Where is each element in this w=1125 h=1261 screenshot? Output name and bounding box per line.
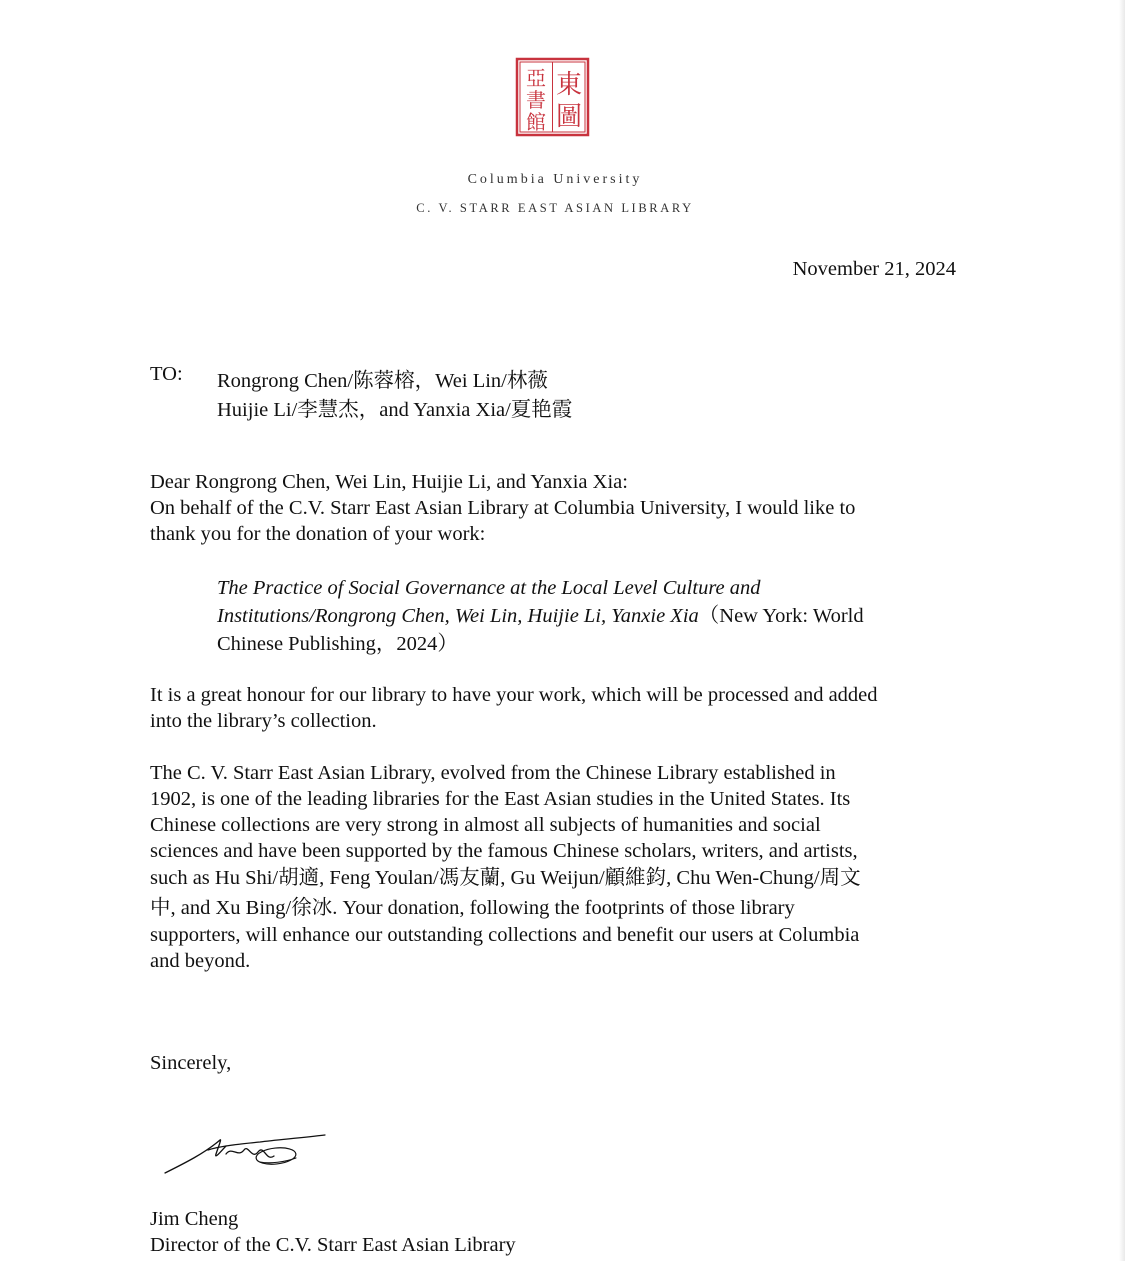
svg-text:館: 館	[526, 110, 546, 134]
closing: Sincerely,	[150, 1052, 232, 1074]
paragraph-line: 1902, is one of the leading libraries for the East Asian studies in the United States. Its	[150, 788, 851, 810]
svg-text:書: 書	[526, 88, 546, 112]
paragraph-line: 中, and Xu Bing/徐冰. Your donation, following the footprints of those library	[150, 897, 795, 919]
svg-text:亞: 亞	[526, 66, 546, 90]
citation-line	[217, 602, 864, 630]
paragraph-line: It is a great honour for our library to have your work, which will be processed and added	[150, 684, 878, 706]
paragraph-line: into the library’s collection.	[150, 710, 377, 732]
citation-line	[217, 630, 864, 658]
paragraph-line: The C. V. Starr East Asian Library, evolved from the Chinese Library established in	[150, 762, 836, 784]
to-label: TO:	[150, 363, 183, 385]
handwritten-signature	[160, 1128, 335, 1178]
paragraph-line: Chinese collections are very strong in almost all subjects of humanities and social	[150, 814, 821, 836]
svg-text:東: 東	[555, 70, 583, 100]
page-edge-shadow	[1119, 0, 1125, 1261]
publication-info: Chinese Publishing，2024）	[217, 633, 458, 655]
book-citation	[217, 574, 864, 658]
paragraph-line: supporters, will enhance our outstanding collections and benefit our users at Columbia	[150, 924, 860, 946]
publication-info: （New York: World	[698, 605, 864, 627]
greeting: Dear Rongrong Chen, Wei Lin, Huijie Li, and Yanxia Xia:	[150, 471, 628, 493]
intro-line: On behalf of the C.V. Starr East Asian Library at Columbia University, I would like to	[150, 497, 856, 519]
paragraph-line: sciences and have been supported by the famous Chinese scholars, writers, and artists,	[150, 840, 858, 862]
letter-date: November 21, 2024	[792, 258, 956, 280]
library-seal-logo	[515, 57, 590, 137]
letterhead-library: C. V. STARR EAST ASIAN LIBRARY	[416, 201, 694, 215]
paragraph-line: and beyond.	[150, 950, 251, 972]
recipients-line-2: Huijie Li/李慧杰，and Yanxia Xia/夏艳霞	[217, 399, 573, 421]
signer-name: Jim Cheng	[150, 1208, 239, 1230]
letterhead-university: Columbia University	[467, 172, 643, 187]
book-title-authors: Institutions/Rongrong Chen, Wei Lin, Huijie Li, Yanxie Xia	[217, 605, 699, 627]
svg-text:圖: 圖	[555, 102, 583, 132]
signer-title: Director of the C.V. Starr East Asian Library	[150, 1234, 516, 1256]
intro-line: thank you for the donation of your work:	[150, 523, 486, 545]
book-title: The Practice of Social Governance at the Local Level Culture and	[217, 577, 761, 599]
recipients-line-1: Rongrong Chen/陈蓉榕，Wei Lin/林薇	[217, 370, 548, 392]
citation-line	[217, 574, 864, 602]
paragraph-line: such as Hu Shi/胡適, Feng Youlan/馮友蘭, Gu Weijun/顧維鈞, Chu Wen-Chung/周文	[150, 867, 861, 889]
